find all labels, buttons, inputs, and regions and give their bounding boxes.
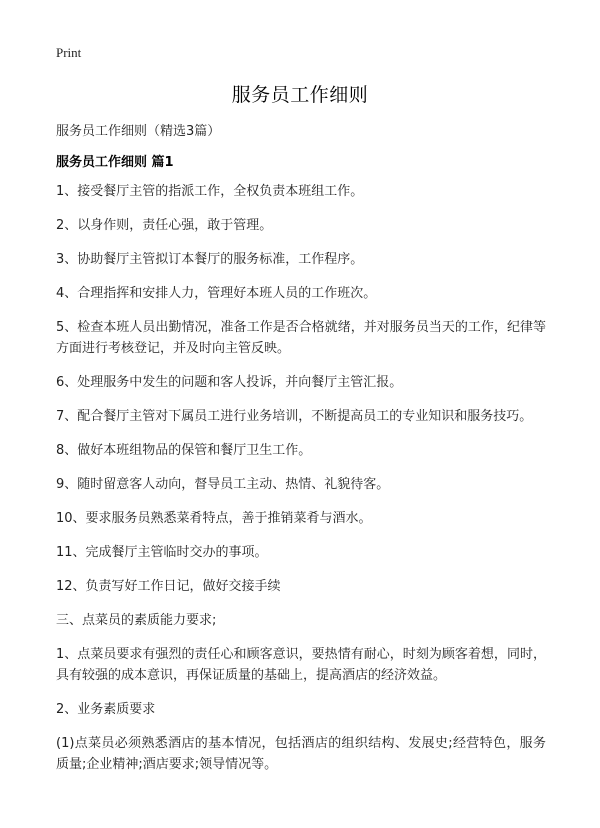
document-body xyxy=(56,181,546,788)
paragraph: 12、负责写好工作日记，做好交接手续 xyxy=(56,579,281,594)
section-heading: 服务员工作细则 篇1 xyxy=(56,155,174,170)
paragraph: 1、接受餐厅主管的指派工作，全权负责本班组工作。 xyxy=(56,184,364,199)
paragraph: 10、要求服务员熟悉菜肴特点，善于推销菜肴与酒水。 xyxy=(56,511,372,526)
paragraph: 9、随时留意客人动向，督导员工主动、热情、礼貌待客。 xyxy=(56,477,390,492)
paragraph: 5、检查本班人员出勤情况，准备工作是否合格就绪，并对服务员当天的工作，纪律等方面进行考核登记，并及时向主管反映。 xyxy=(56,320,546,356)
paragraph: 3、协助餐厅主管拟订本餐厅的服务标准，工作程序。 xyxy=(56,252,364,267)
document-subtitle: 服务员工作细则（精选3篇） xyxy=(56,124,221,139)
paragraph: 2、业务素质要求 xyxy=(56,702,156,717)
paragraph: 1、点菜员要求有强烈的责任心和顾客意识，要热情有耐心，时刻为顾客着想，同时，具有较强的成本意识，再保证质量的基础上，提高酒店的经济效益。 xyxy=(56,647,546,683)
paragraph: 三、点菜员的素质能力要求; xyxy=(56,613,217,628)
paragraph: 6、处理服务中发生的问题和客人投诉，并向餐厅主管汇报。 xyxy=(56,375,403,390)
paragraph: (1)点菜员必须熟悉酒店的基本情况，包括酒店的组织结构、发展史;经营特色，服务质量;企业精神;酒店要求;领导情况等。 xyxy=(56,736,546,772)
paragraph: 7、配合餐厅主管对下属员工进行业务培训，不断提高员工的专业知识和服务技巧。 xyxy=(56,409,533,424)
paragraph: 8、做好本班组物品的保管和餐厅卫生工作。 xyxy=(56,443,312,458)
paragraph: 4、合理指挥和安排人力，管理好本班人员的工作班次。 xyxy=(56,286,377,301)
document-title: 服务员工作细则 xyxy=(231,84,369,106)
paragraph: 2、以身作则，责任心强，敢于管理。 xyxy=(56,218,273,233)
print-link[interactable]: Print xyxy=(56,45,82,60)
paragraph: 11、完成餐厅主管临时交办的事项。 xyxy=(56,545,268,560)
